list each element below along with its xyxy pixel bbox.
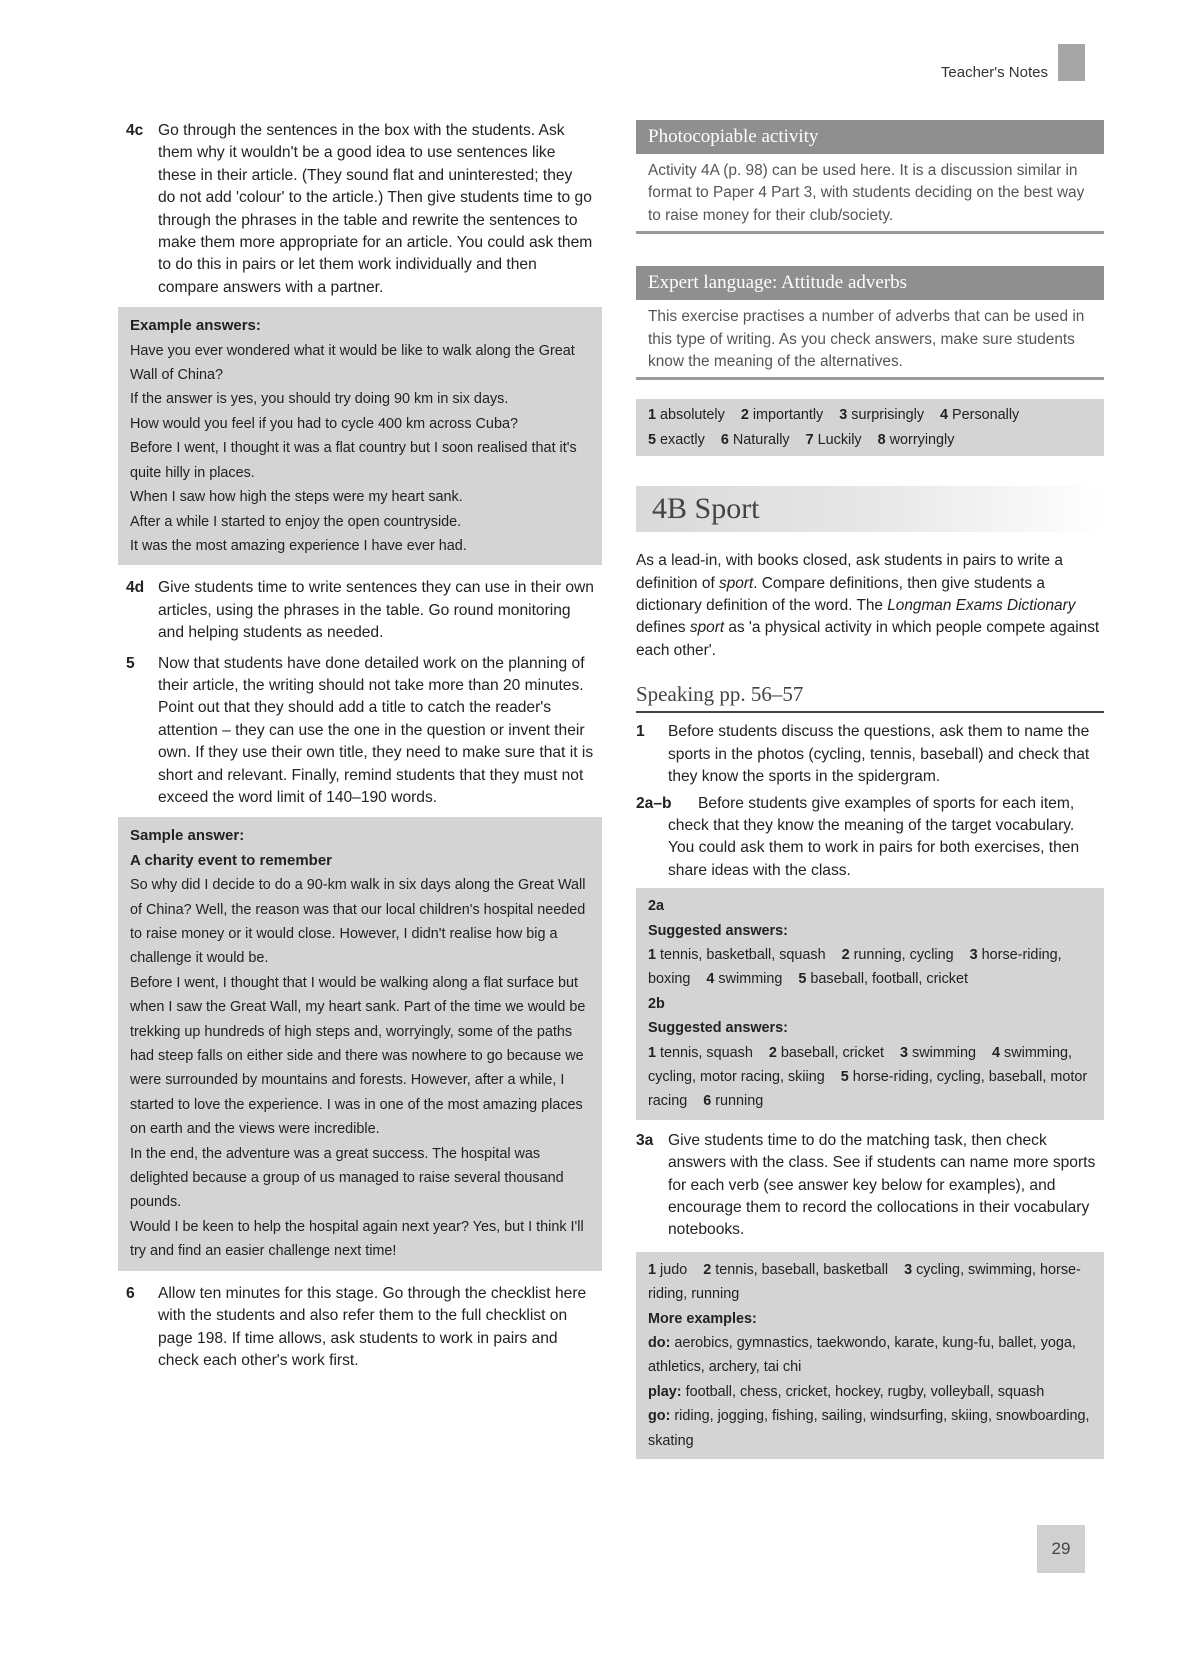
exercise-number: 2a–b [636, 794, 672, 812]
go-examples [648, 1404, 1092, 1453]
exercise-text: Before students give examples of sports for each item, check that they know the meaning of the target vocabulary. You could ask them to work in pairs for both exercises, then share ideas with the class. [668, 794, 1080, 879]
verb-label: go: [648, 1408, 671, 1425]
header-label: Teacher's Notes [940, 64, 1048, 81]
text-run: defines [636, 619, 690, 637]
dictionary-name: Longman Exams Dictionary [887, 597, 1076, 615]
example-line: How would you feel if you had to cycle 400 km across Cuba? [130, 415, 518, 432]
exercise-2a-b [636, 793, 1104, 883]
adverbs-answer-box [636, 399, 1104, 456]
text-run: as 'a physical activity in which people compete against each other'. [636, 619, 1100, 659]
exercise-4c [126, 120, 594, 299]
lead-in-paragraph [636, 550, 1104, 662]
answer-label: 2a [648, 898, 665, 915]
answer-number: 4 [706, 971, 715, 988]
example-line: It was the most amazing experience I have ever had. [130, 537, 467, 554]
answer-list [648, 1258, 1092, 1307]
exercise-text: Give students time to write sentences they can use in their own articles, using the phrases in the table. Go round monitoring and helping students as needed. [158, 579, 594, 642]
answer-word: worryingly [889, 431, 955, 448]
answer-text: horse-riding, boxing [648, 946, 1062, 988]
page-number: 29 [1037, 1525, 1085, 1573]
answer-number: 5 [840, 1068, 849, 1085]
section-title: Photocopiable activity [636, 120, 1104, 154]
exercise-number: 4d [126, 579, 145, 597]
answer-word: Naturally [732, 431, 790, 448]
answer-text: tennis, basketball, squash [660, 946, 826, 963]
answer-number: 2 [768, 1044, 777, 1061]
example-answers-box [118, 307, 602, 565]
exercise-6 [126, 1283, 594, 1373]
answer-text: baseball, cricket [780, 1044, 885, 1061]
answer-number: 5 [798, 971, 807, 988]
answer-list [648, 943, 1092, 992]
answer-number: 2 [703, 1261, 712, 1278]
answer-text: baseball, football, cricket [810, 971, 968, 988]
answer-text: swimming [912, 1044, 977, 1061]
answer-number: 4 [940, 407, 949, 424]
answer-number: 1 [648, 1261, 657, 1278]
exercise-text: Go through the sentences in the box with the students. Ask them why it wouldn't be a good idea to use sentences like these in their article. (They sound flat and uninterested; they do not add 'colour' to the article.) Then give students time to go through the phrases in the table and rewrite the sentences to make them more appropriate for an article. You could ask them to do this in pairs or let them work individually and then compare answers with a partner. [158, 122, 593, 296]
answer-number: 1 [648, 407, 657, 424]
answer-text: swimming [718, 971, 783, 988]
box-title: Sample answer: [130, 827, 245, 845]
answer-text: tennis, squash [660, 1044, 753, 1061]
exercise-number: 4c [126, 122, 144, 139]
answer-text: judo [660, 1261, 688, 1278]
suggested-label: Suggested answers: [648, 1020, 788, 1037]
exercise-number: 6 [126, 1284, 135, 1302]
verb-examples: riding, jogging, fishing, sailing, windsurfing, skiing, snowboarding, skating [648, 1408, 1090, 1449]
sample-paragraph: So why did I decide to do a 90-km walk in six days along the Great Wall of China? Well, the reason was that our local children's hospital needed to raise money or it would close. However, I didn't realise how big a challenge it would be. [130, 877, 586, 967]
more-examples-label: More examples: [648, 1310, 757, 1327]
example-line: When I saw how high the steps were my heart sank. [130, 489, 463, 506]
answer-label: 2b [648, 995, 665, 1012]
answer-number: 2 [841, 946, 850, 963]
expert-language-section [636, 266, 1104, 380]
header-tab-marker [1058, 44, 1085, 81]
speaking-heading: Speaking pp. 56–57 [636, 682, 1104, 713]
answer-number: 2 [740, 407, 749, 424]
exercise-text: Before students discuss the questions, ask them to name the sports in the photos (cycling, tennis, baseball) and check that they know the sports in the spidergram. [668, 723, 1090, 786]
left-column [126, 120, 594, 1380]
box-title: Example answers: [130, 317, 261, 335]
exercise-number: 3a [636, 1131, 654, 1149]
verb-label: play: [648, 1383, 682, 1400]
text-run: . Compare definitions, then give students a dictionary definition of the word. The [636, 574, 1045, 615]
play-examples [648, 1380, 1092, 1404]
exercise-4d [126, 577, 594, 644]
example-line: If the answer is yes, you should try doing 90 km in six days. [130, 391, 509, 408]
answer-number: 1 [648, 946, 657, 963]
example-line: After a while I started to enjoy the open countryside. [130, 513, 462, 530]
do-examples [648, 1331, 1092, 1380]
answer-text: cycling, swimming, horse-riding, running [648, 1261, 1081, 1303]
exercise-3a [636, 1130, 1104, 1242]
exercise-1 [636, 721, 1104, 788]
answer-row [648, 428, 1092, 452]
answer-word: absolutely [660, 407, 725, 424]
answer-number: 7 [805, 431, 814, 448]
answer-number: 3 [900, 1044, 909, 1061]
verb-examples: aerobics, gymnastics, taekwondo, karate, kung-fu, ballet, yoga, athletics, archery, tai chi [648, 1335, 1076, 1376]
answer-row [648, 403, 1092, 427]
answer-number: 5 [648, 431, 657, 448]
answer-word: Personally [952, 407, 1020, 424]
answer-number: 8 [877, 431, 886, 448]
sample-paragraph: Before I went, I thought that I would be walking along a flat surface but when I saw the Great Wall, my heart sank. Part of the time we would be trekking up hundreds of high steps and, worryingly, some of the paths had steep falls on either side and there was nowhere to go because we were surrounded by mountains and forests. However, after a while, I started to love the experience. I was in one of the most amazing places on earth and the views were incredible. [130, 974, 586, 1138]
exercise-text: Give students time to do the matching task, then check answers with the class. See if students can name more sports for each verb (see answer key below for examples), and encourage them to record the collocations in their vocabulary notebooks. [668, 1131, 1096, 1239]
sample-answer-box [118, 817, 602, 1270]
example-line: Have you ever wondered what it would be like to walk along the Great Wall of China? [130, 342, 575, 384]
answer-number: 6 [720, 431, 729, 448]
unit-heading: 4B Sport [636, 486, 1104, 532]
answer-text: running [715, 1093, 764, 1110]
exercise-number: 5 [126, 654, 135, 672]
answer-word: surprisingly [851, 407, 925, 424]
answer-word: importantly [752, 407, 824, 424]
photocopiable-section [636, 120, 1104, 234]
exercise-text: Allow ten minutes for this stage. Go through the checklist here with the students and also refer them to the full checklist on page 198. If time allows, ask students to work in pairs and check each other's work first. [158, 1284, 587, 1369]
example-line: Before I went, I thought it was a flat country but I soon realised that it's quite hilly in places. [130, 440, 577, 481]
text-run: As a lead-in, with books closed, ask students in pairs to write a definition of [636, 552, 1063, 592]
right-column [636, 120, 1104, 1459]
answer-number: 3 [969, 946, 978, 963]
exercise-number: 1 [636, 723, 645, 741]
section-title: Expert language: Attitude adverbs [636, 266, 1104, 300]
section-text: Activity 4A (p. 98) can be used here. It is a discussion similar in format to Paper 4 Part 3, with students deciding on the best way to raise money for their club/society. [636, 154, 1104, 234]
answer-word: exactly [660, 431, 705, 448]
answer-number: 4 [992, 1044, 1001, 1061]
answer-text: tennis, baseball, basketball [715, 1261, 889, 1278]
answer-number: 6 [703, 1093, 712, 1110]
section-text: This exercise practises a number of adverbs that can be used in this type of writing. As you check answers, make sure students know the meaning of the alternatives. [636, 300, 1104, 380]
sample-paragraph: Would I be keen to help the hospital again next year? Yes, but I think I'll try and find an easier challenge next time! [130, 1218, 584, 1260]
answer-text: horse-riding, cycling, baseball, motor racing [648, 1068, 1088, 1110]
italic-term: sport [719, 574, 754, 592]
sample-paragraph: In the end, the adventure was a great success. The hospital was delighted because a group of us managed to raise several thousand pounds. [130, 1145, 564, 1211]
suggested-label: Suggested answers: [648, 922, 788, 939]
answer-number: 3 [839, 407, 848, 424]
exercise-5 [126, 653, 594, 810]
exercise-text: Now that students have done detailed work on the planning of their article, the writing should not take more than 20 minutes. Point out that they should add a title to catch the reader's attention – they can use the one in the question or invent their own. If they use their own title, they need to make sure that it is short and relevant. Finally, remind students that they must not exceed the word limit of 140–190 words. [158, 654, 594, 806]
italic-term: sport [689, 619, 725, 637]
answer-text: running, cycling [853, 946, 954, 963]
answer-number: 3 [904, 1261, 913, 1278]
answer-list [648, 1041, 1092, 1114]
sample-title: A charity event to remember [130, 851, 333, 869]
answer-number: 1 [648, 1044, 657, 1061]
verb-examples: football, chess, cricket, hockey, rugby, volleyball, squash [685, 1383, 1045, 1400]
exercise-2-answer-box [636, 888, 1104, 1120]
verb-label: do: [648, 1335, 671, 1352]
answer-text: swimming, cycling, motor racing, skiing [648, 1044, 1072, 1085]
exercise-3-answer-box [636, 1252, 1104, 1459]
answer-word: Luckily [817, 431, 862, 448]
